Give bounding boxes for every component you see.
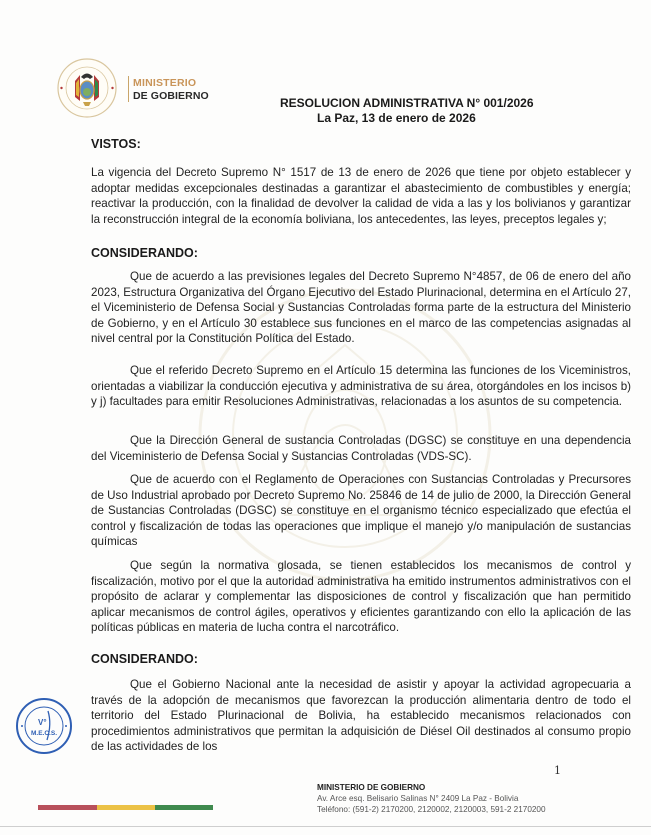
footer-ministry-title: MINISTERIO DE GOBIERNO (317, 783, 426, 792)
coat-of-arms-logo-icon (56, 57, 118, 119)
considerando-1-paragraph-4: Que de acuerdo con el Reglamento de Operaciones con Sustancias Controladas y Precursores de Uso Industrial aprobado por Decreto Supremo No. 25846 de 14 de julio de 2000, la Dirección General de Sustancias Controladas (DGSC) se constituye en el organismo técnico especializado que efectúa el control y fiscalización de todas las operaciones que implique el manejo y/o manipulación de sustancias químicas (91, 473, 631, 549)
considerando-1-paragraph-5: Que según la normativa glosada, se tienen establecidos los mecanismos de control y fiscalización, motivo por el que la autoridad administrativa ha emitido instrumentos administrativos con el propósito de aclarar y complementar las disposiciones de control y fiscalización que han permitido aplicar mecanismos de control ágiles, operativos y eficientes garantizando con ello la aplicación de las políticas públicas en materia de lucha contra el narcotráfico. (91, 559, 631, 635)
ministry-name-line2: DE GOBIERNO (133, 90, 209, 102)
considerando-1-paragraph-3: Que la Dirección General de sustancia Controladas (DGSC) se constituye en una dependencia del Viceministerio de Defensa Social y Sustancias Controladas (VDS-SC). (91, 434, 631, 463)
section-heading-considerando-2: CONSIDERANDO: (91, 652, 198, 666)
section-heading-considerando-1: CONSIDERANDO: (91, 246, 198, 260)
considerando-2-paragraph-1: Que el Gobierno Nacional ante la necesidad de asistir y apoyar la actividad agropecuaria a través de la adopción de mecanismos que favorezcan la producción alimentaria dentro de todo el territorio del Estado Plurinacional de Bolivia, ha establecido mecanismos relacionados con procedimientos administrativos que permitan la adquisición de Diésel Oil destinados al consumo propio de las actividades de los (91, 678, 631, 754)
section-heading-vistos: VISTOS: (91, 137, 141, 151)
official-stamp-icon (14, 696, 74, 756)
ministry-name-line1: MINISTERIO (133, 77, 197, 89)
considerando-1-paragraph-1: Que de acuerdo a las previsiones legales del Decreto Supremo N°4857, de 06 de enero del año 2023, Estructura Organizativa del Órgano Ejecutivo del Estado Plurinacional, determina en el Artículo 27, el Viceministerio de Defensa Social y Sustancias Controladas forma parte de la estructura del Ministerio de Gobierno, y en el Artículo 30 establece sus funciones en el marco de las competencias asignadas al nivel central por la Constitución Política del Estado. (91, 270, 631, 346)
bottom-rule (0, 826, 651, 827)
flag-stripe-red (38, 805, 97, 810)
considerando-1-paragraph-2: Que el referido Decreto Supremo en el Artículo 15 determina las funciones de los Viceministros, orientadas a viabilizar la conducción ejecutiva y administrativa de su área, otorgándoles en los incisos b) y j) facultades para emitir Resoluciones Administrativas, relacionadas a los asuntos de su competencia. (91, 364, 631, 409)
footer-phone: Teléfono: (591-2) 2170200, 2120002, 2120003, 591-2 2170200 (317, 805, 546, 814)
vistos-paragraph: La vigencia del Decreto Supremo N° 1517 de 13 de enero de 2026 que tiene por objeto establecer y adoptar medidas excepcionales destinadas a garantizar el abastecimiento de combustibles y energía; reactivar la producción, con la finalidad de devolver la calidad de vida a las y los bolivianos y garantizar la reconstrucción integral de la economía boliviana, los antecedentes, las leyes, preceptos legales y; (91, 166, 631, 226)
resolution-title: RESOLUCION ADMINISTRATIVA N° 001/2026 (280, 96, 534, 110)
resolution-date: La Paz, 13 de enero de 2026 (317, 111, 476, 125)
svg-text:M.E.C.S.: M.E.C.S. (31, 730, 58, 737)
logo-divider (128, 76, 129, 102)
svg-text:V°: V° (38, 718, 47, 727)
footer-address: Av. Arce esq. Belisario Salinas N° 2409 La Paz - Bolivia (317, 794, 519, 803)
page-number: 1 (554, 764, 561, 777)
flag-stripe-yellow (97, 805, 155, 810)
flag-stripe-green (155, 805, 213, 810)
